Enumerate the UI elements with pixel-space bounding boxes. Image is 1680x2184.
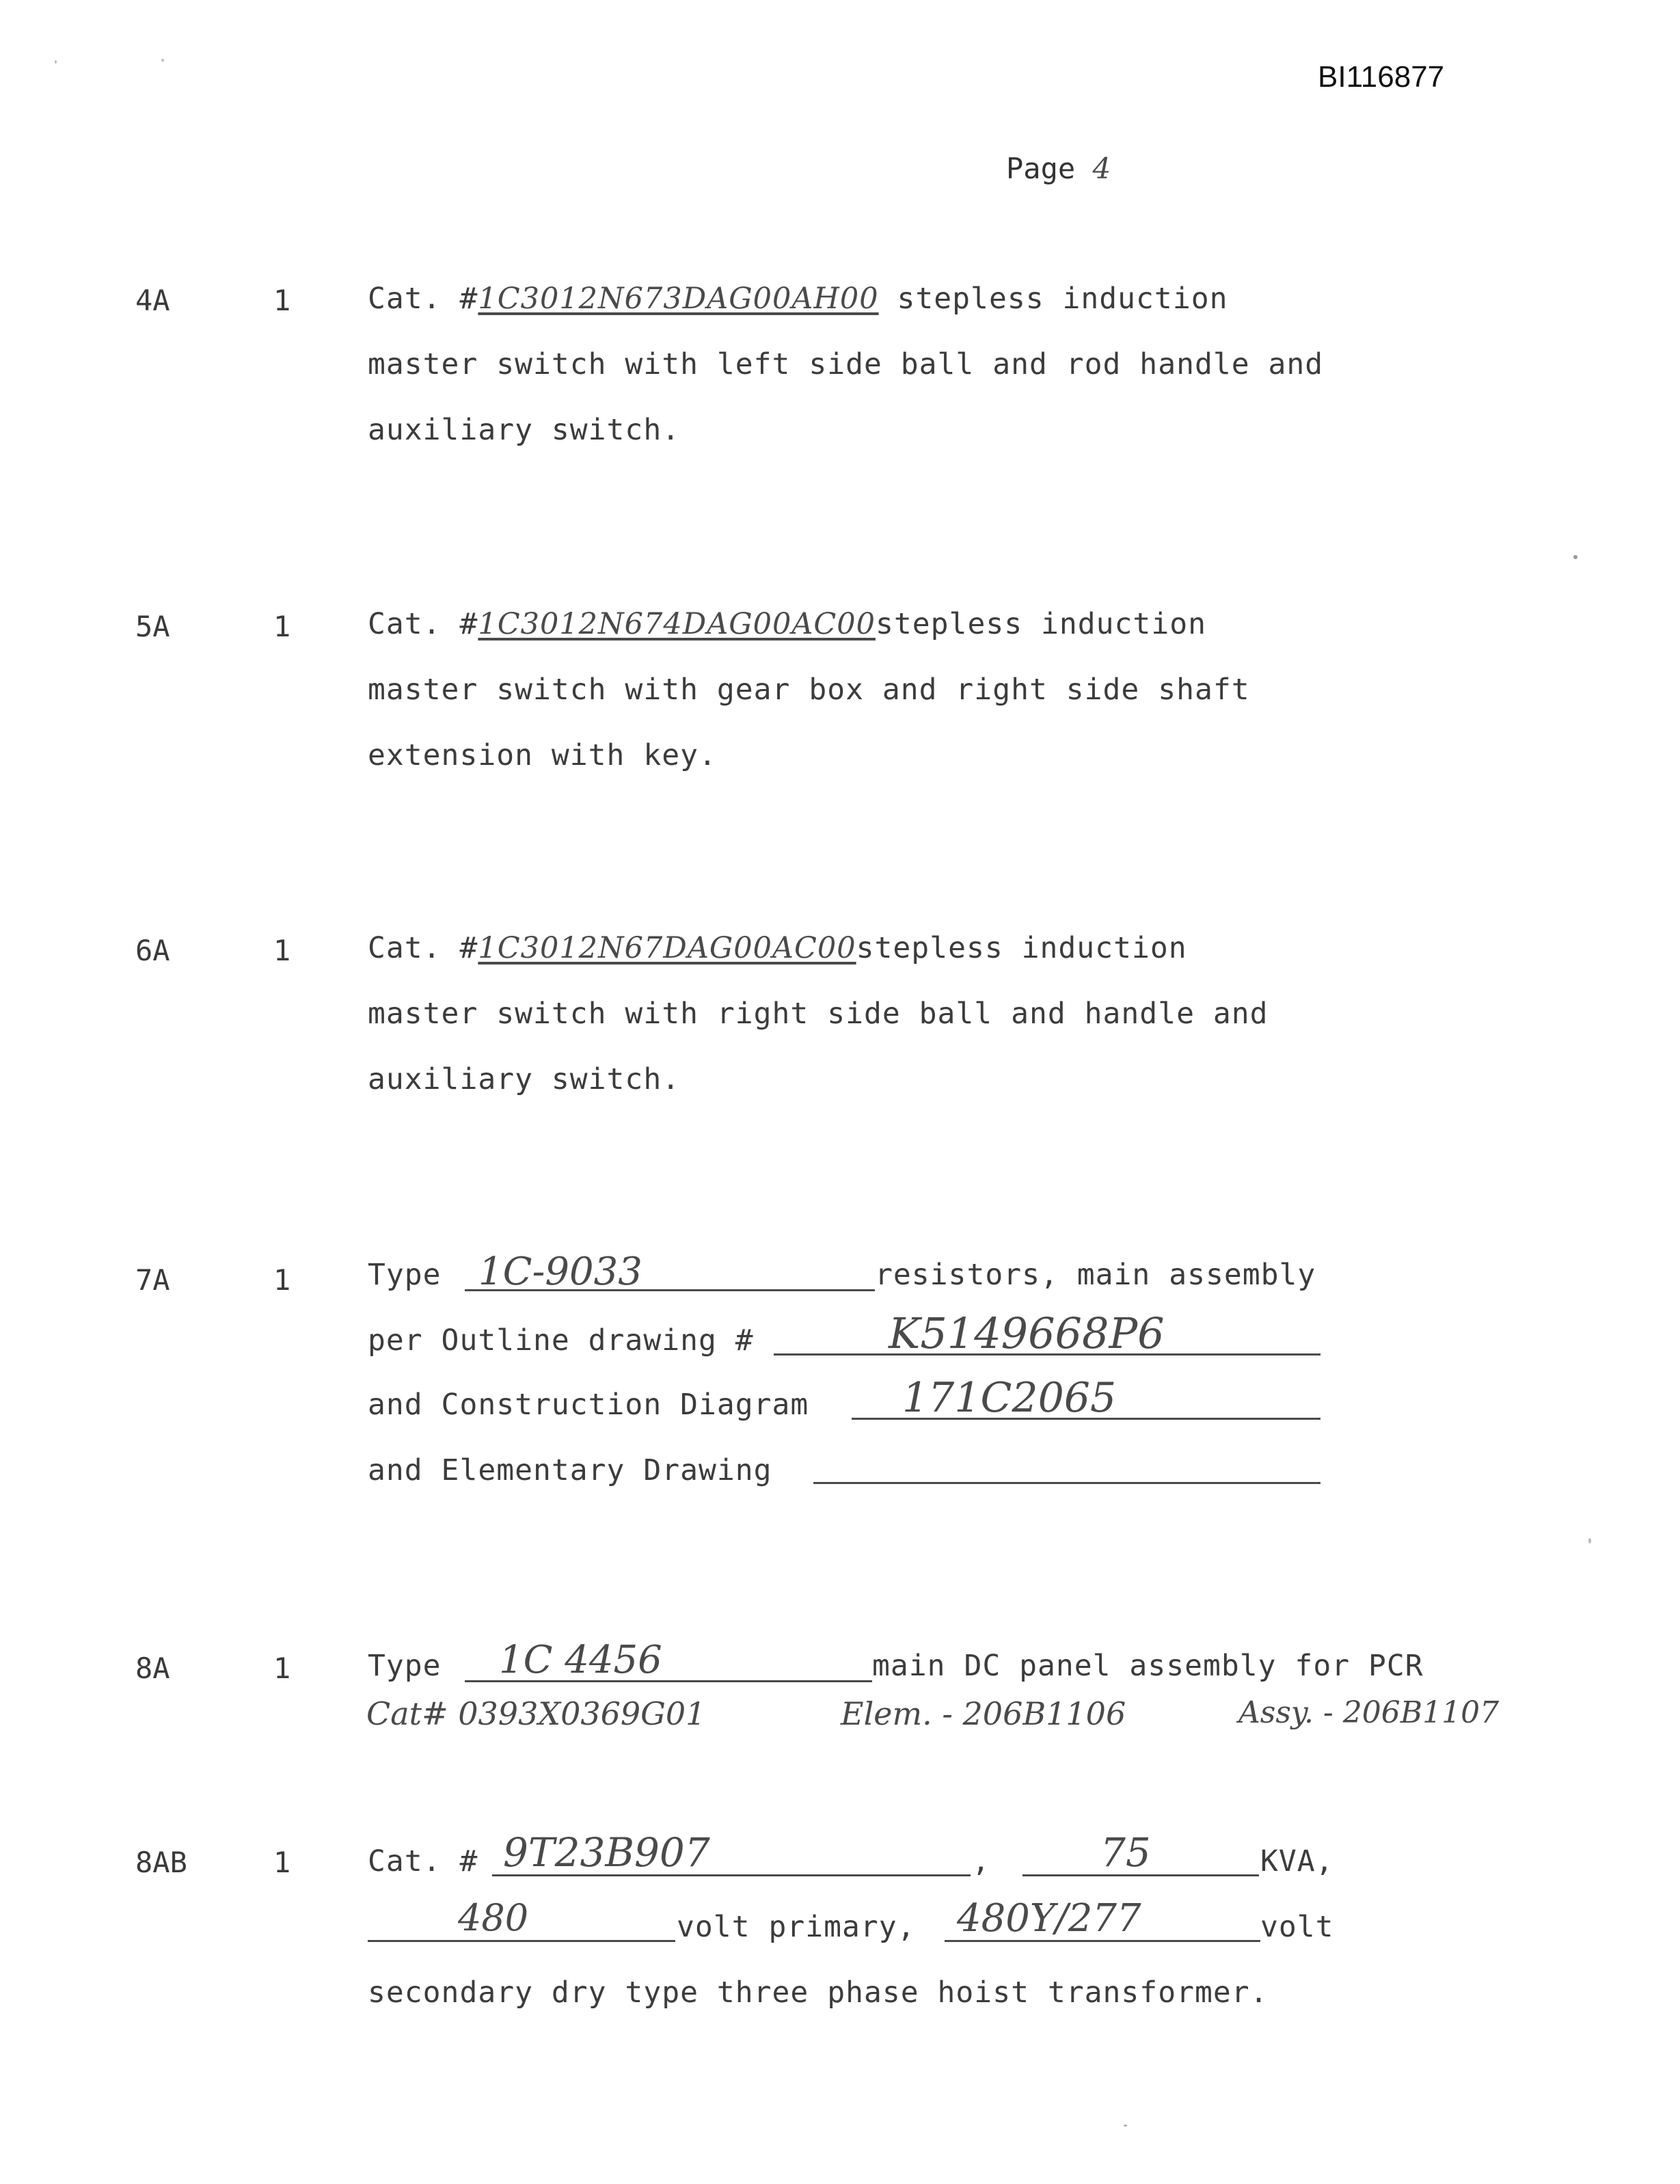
scan-speck xyxy=(1588,1538,1591,1543)
comma: , xyxy=(972,1844,990,1878)
kva-label: KVA, xyxy=(1260,1844,1334,1878)
description-line: master switch with gear box and right side shaft xyxy=(368,673,1250,707)
type-description: resistors, main assembly xyxy=(875,1258,1316,1292)
secondary-voltage: 480Y/277 xyxy=(957,1896,1141,1941)
fill-in-line xyxy=(368,1940,675,1942)
item-code: 6A xyxy=(135,934,170,967)
item-quantity: 1 xyxy=(273,1652,291,1685)
item-quantity: 1 xyxy=(273,610,291,643)
construction-label: and Construction Diagram xyxy=(368,1388,809,1422)
type-description: main DC panel assembly for PCR xyxy=(872,1649,1424,1683)
catalog-number: 1C3012N674DAG00AC00 xyxy=(478,607,876,641)
description-line: master switch with left side ball and rod handle and xyxy=(368,347,1324,381)
page-label: Page xyxy=(1006,152,1076,185)
item-quantity: 1 xyxy=(273,1263,291,1297)
description-line: extension with key. xyxy=(368,738,717,772)
cat-prefix: Cat. # xyxy=(368,607,478,641)
item-code: 7A xyxy=(135,1263,170,1297)
item-quantity: 1 xyxy=(273,284,291,317)
outline-label: per Outline drawing # xyxy=(368,1323,754,1358)
type-value: 1C 4456 xyxy=(499,1638,662,1682)
catalog-number: 1C3012N67DAG00AC00 xyxy=(478,931,856,965)
elementary-label: and Elementary Drawing xyxy=(368,1453,772,1487)
catalog-number: 1C3012N673DAG00AH00 xyxy=(478,282,879,316)
scan-speck xyxy=(55,60,57,64)
item-line xyxy=(368,282,1228,316)
primary-voltage: 480 xyxy=(458,1896,529,1939)
description-text: stepless induction xyxy=(856,931,1187,965)
handwritten-cat-note: Cat# 0393X0369G01 xyxy=(366,1695,706,1732)
description-line: master switch with right side ball and handle and xyxy=(368,997,1269,1031)
type-value: 1C-9033 xyxy=(478,1250,642,1294)
item-code: 8AB xyxy=(135,1846,187,1879)
page-number xyxy=(1006,152,1111,185)
item-quantity: 1 xyxy=(273,1846,291,1879)
handwritten-elem-note: Elem. - 206B1106 xyxy=(841,1695,1126,1732)
scan-speck xyxy=(1573,555,1577,559)
catalog-number: 9T23B907 xyxy=(503,1829,710,1876)
construction-diagram-number: 171C2065 xyxy=(902,1374,1117,1422)
item-line xyxy=(368,607,1206,641)
handwritten-assy-note: Assy. - 206B1107 xyxy=(1238,1695,1500,1730)
outline-drawing-number: K5149668P6 xyxy=(889,1308,1165,1358)
document-id: BI116877 xyxy=(1318,60,1445,94)
item-code: 5A xyxy=(135,610,170,643)
fill-in-line xyxy=(813,1482,1320,1484)
description-line: auxiliary switch. xyxy=(368,1062,681,1096)
scan-speck xyxy=(1124,2125,1127,2127)
item-line xyxy=(368,931,1187,965)
type-label: Type xyxy=(368,1649,442,1683)
item-quantity: 1 xyxy=(273,934,291,967)
type-label: Type xyxy=(368,1258,442,1292)
description-line: secondary dry type three phase hoist transformer. xyxy=(368,1976,1269,2010)
scan-speck xyxy=(161,59,164,62)
cat-prefix: Cat. # xyxy=(368,931,478,965)
cat-prefix: Cat. # xyxy=(368,1844,478,1878)
page-number-value: 4 xyxy=(1092,152,1111,185)
secondary-label: volt xyxy=(1260,1910,1334,1944)
item-code: 4A xyxy=(135,284,170,317)
primary-label: volt primary, xyxy=(677,1910,916,1944)
description-text: stepless induction xyxy=(876,607,1206,641)
description-line: auxiliary switch. xyxy=(368,413,681,447)
kva-value: 75 xyxy=(1100,1829,1151,1876)
description-text: stepless induction xyxy=(878,282,1228,316)
item-code: 8A xyxy=(135,1652,170,1685)
cat-prefix: Cat. # xyxy=(368,282,478,316)
